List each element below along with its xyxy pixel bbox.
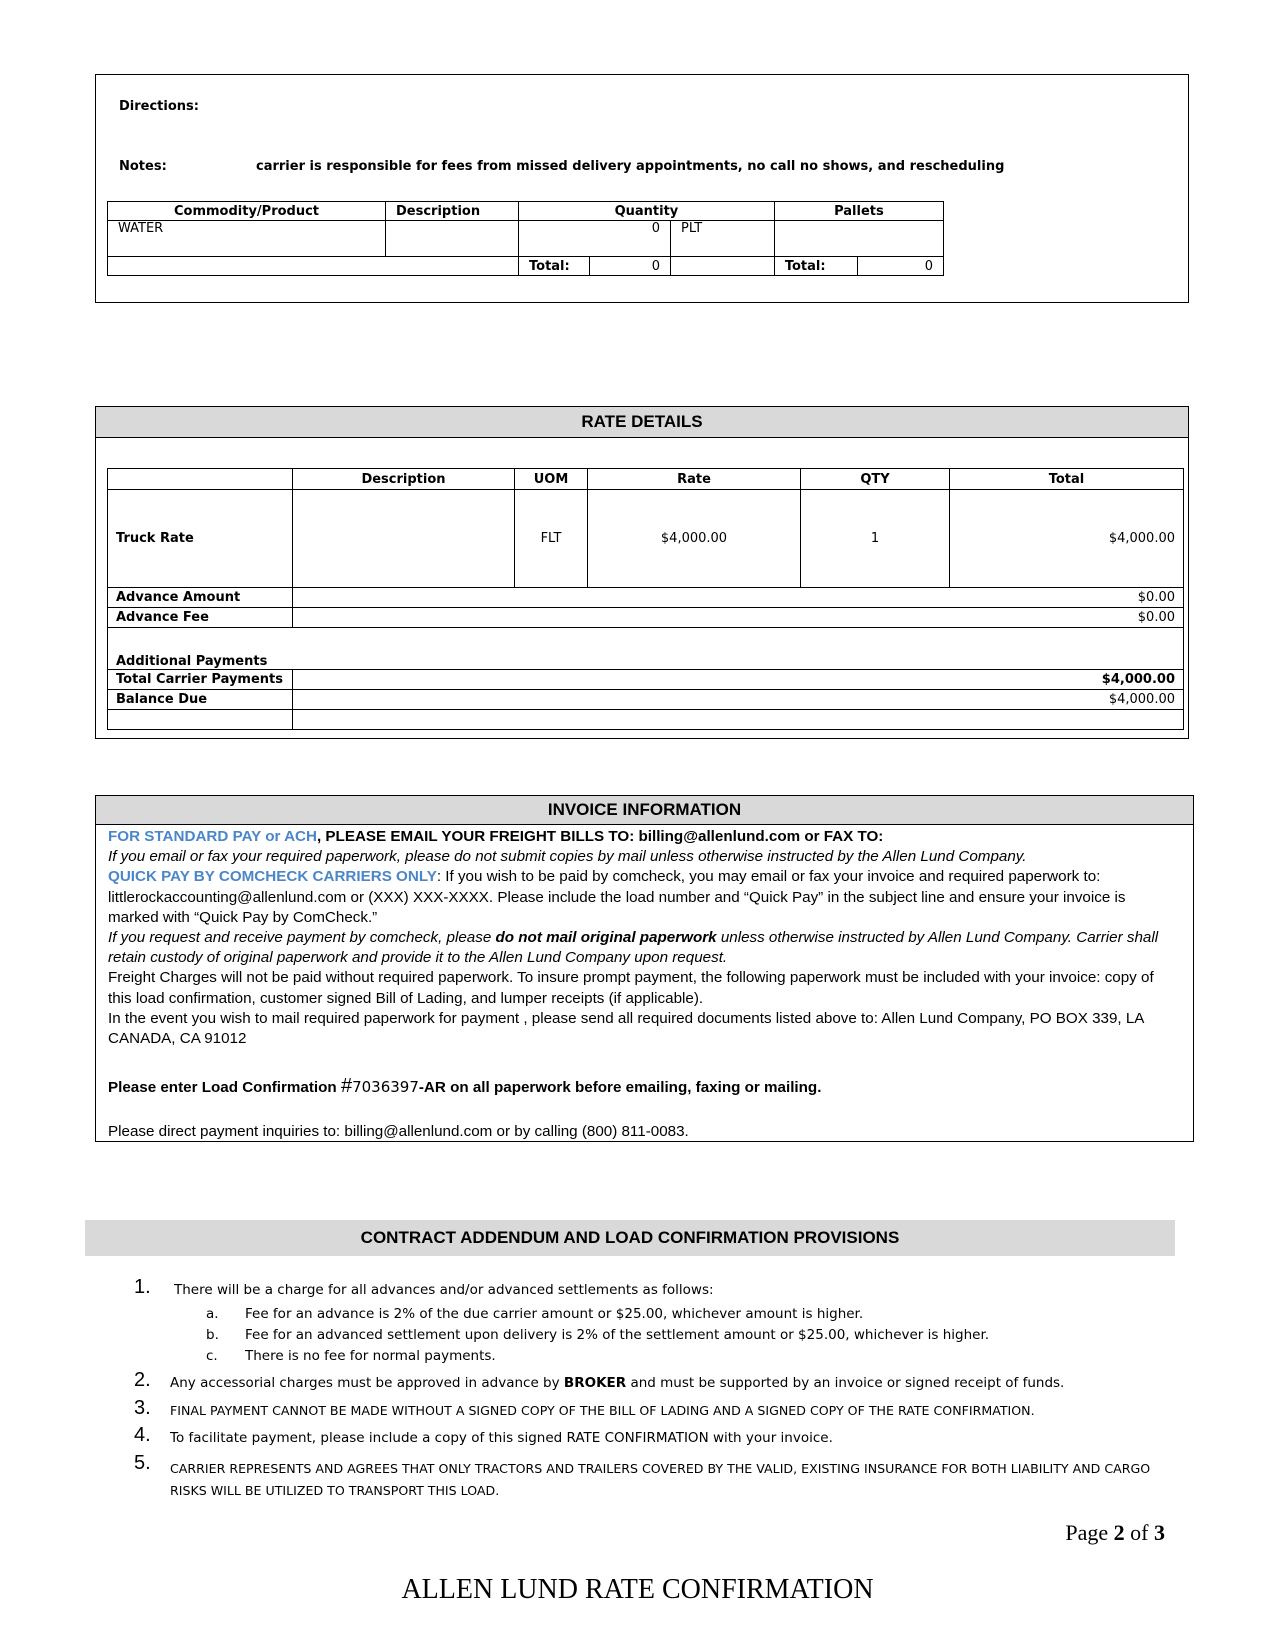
page-of: of bbox=[1124, 1520, 1154, 1545]
quick-pay-paragraph bbox=[108, 867, 1168, 928]
pallets-cell bbox=[774, 221, 943, 257]
directions-label: Directions: bbox=[119, 99, 199, 114]
total-row bbox=[108, 257, 944, 276]
load-number: 7036397 bbox=[352, 1078, 419, 1097]
advance-fee-row bbox=[108, 608, 1184, 628]
subitem-letter: a. bbox=[206, 1306, 219, 1322]
email-fax-note: If you email or fax your required paperwork, please do not submit copies by mail unless otherwise instructed by the Allen Lund Company. bbox=[108, 848, 1027, 866]
truck-rate-total: $4,000.00 bbox=[950, 490, 1184, 588]
additional-payments-label: Additional Payments bbox=[108, 628, 1184, 670]
empty-cell bbox=[108, 257, 519, 276]
col-pallets: Pallets bbox=[774, 202, 943, 221]
payment-inquiries-line: Please direct payment inquiries to: billing@allenlund.com or by calling (800) 811-0083. bbox=[108, 1123, 689, 1141]
balance-due-row bbox=[108, 690, 1184, 710]
total-carrier-payments-label: Total Carrier Payments bbox=[108, 670, 293, 690]
empty-cell bbox=[108, 710, 293, 730]
truck-rate-row bbox=[108, 490, 1184, 588]
provision-text: To facilitate payment, please include a copy of this signed RATE CONFIRMATION with your invoice. bbox=[170, 1430, 833, 1446]
subitem-letter: b. bbox=[206, 1327, 219, 1343]
hash-symbol: # bbox=[340, 1075, 353, 1098]
total-carrier-payments-row bbox=[108, 670, 1184, 690]
quantity-total-value: 0 bbox=[590, 257, 671, 276]
comcheck-text-c: unless otherwise instructed by Allen Lund Company. Carrier shall retain custody of original paperwork and provide it to the Allen Lund Company upon request. bbox=[108, 929, 1159, 967]
notes-label: Notes: bbox=[119, 159, 167, 174]
truck-rate-uom: FLT bbox=[515, 490, 588, 588]
provision-text: FINAL PAYMENT CANNOT BE MADE WITHOUT A SIGNED COPY OF THE BILL OF LADING AND A SIGNED COPY OF THE RATE CONFIRMATION. bbox=[170, 1403, 1035, 1418]
provision-text: There will be a charge for all advances and/or advanced settlements as follows: bbox=[174, 1282, 714, 1298]
notes-text: carrier is responsible for fees from missed delivery appointments, no call no shows, and rescheduling bbox=[256, 159, 1005, 174]
standard-pay-line bbox=[108, 827, 1168, 847]
footer-title: ALLEN LUND RATE CONFIRMATION bbox=[401, 1574, 874, 1605]
commodity-header-row bbox=[108, 202, 944, 221]
balance-due-label: Balance Due bbox=[108, 690, 293, 710]
quantity-total-label: Total: bbox=[519, 257, 590, 276]
comcheck-paragraph bbox=[108, 928, 1168, 968]
provision-text: CARRIER REPRESENTS AND AGREES THAT ONLY TRACTORS AND TRAILERS COVERED BY THE VALID, EXISTING INSURANCE FOR BOTH LIABILITY AND CARGO RISKS WILL BE UTILIZED TO TRANSPORT THIS LOAD. bbox=[170, 1461, 1151, 1498]
col-rate: Rate bbox=[588, 469, 801, 490]
commodity-table bbox=[107, 201, 944, 276]
page-prefix: Page bbox=[1065, 1520, 1114, 1545]
col-commodity: Commodity/Product bbox=[108, 202, 386, 221]
truck-rate-qty: 1 bbox=[801, 490, 950, 588]
empty-cell bbox=[671, 257, 775, 276]
page-number bbox=[1065, 1520, 1165, 1546]
load-confirmation-text-b: -AR on all paperwork before emailing, faxing or mailing. bbox=[418, 1079, 822, 1097]
quick-pay-text: : If you wish to be paid by comcheck, you may email or fax your invoice and required paperwork to: littlerockaccounting@allenlund.com or (XXX) XXX-XXXX. Please include the load number and “Quick Pay” in the subject line and ensure your invoice is marked with “Quick Pay by ComCheck.” bbox=[108, 868, 1126, 926]
col-description: Description bbox=[293, 469, 515, 490]
description-cell bbox=[386, 221, 519, 257]
additional-payments-row bbox=[108, 628, 1184, 670]
invoice-body bbox=[108, 827, 1168, 1143]
provision-text-c: and must be supported by an invoice or signed receipt of funds. bbox=[626, 1375, 1065, 1391]
quantity-cell: 0 bbox=[519, 221, 671, 257]
broker-emphasis: BROKER bbox=[563, 1375, 627, 1391]
truck-rate-label: Truck Rate bbox=[108, 490, 293, 588]
rate-header-row bbox=[108, 469, 1184, 490]
provision-text-a: Any accessorial charges must be approved in advance by bbox=[170, 1375, 564, 1391]
empty-cell bbox=[108, 469, 293, 490]
rate-details-title: RATE DETAILS bbox=[96, 407, 1188, 438]
col-description: Description bbox=[386, 202, 519, 221]
standard-pay-label: FOR STANDARD PAY or ACH bbox=[108, 828, 317, 845]
total-carrier-payments-value: $4,000.00 bbox=[293, 670, 1184, 690]
balance-due-value: $4,000.00 bbox=[293, 690, 1184, 710]
load-confirmation-text-a: Please enter Load Confirmation bbox=[108, 1079, 341, 1097]
unit-cell: PLT bbox=[671, 221, 775, 257]
provision-text bbox=[170, 1375, 1064, 1391]
col-total: Total bbox=[950, 469, 1184, 490]
mail-paperwork-paragraph: In the event you wish to mail required paperwork for payment , please send all required documents listed above to: Allen Lund Company, PO BOX 339, LA CANADA, CA 91012 bbox=[108, 1009, 1144, 1048]
subitem-text: Fee for an advanced settlement upon delivery is 2% of the settlement amount or $25.00, whichever is higher. bbox=[245, 1327, 990, 1343]
freight-charges-paragraph: Freight Charges will not be paid without required paperwork. To insure prompt payment, the following paperwork must be included with your invoice: copy of this load confirmation, customer signed Bill of Lading, and lumper receipts (if applicable). bbox=[108, 969, 1154, 1007]
col-qty: QTY bbox=[801, 469, 950, 490]
invoice-information-title: INVOICE INFORMATION bbox=[96, 796, 1193, 825]
pallets-total-label: Total: bbox=[774, 257, 857, 276]
col-quantity: Quantity bbox=[519, 202, 775, 221]
invoice-information-box bbox=[95, 795, 1194, 1142]
provision-number: 5. bbox=[134, 1452, 151, 1474]
subitem-text: There is no fee for normal payments. bbox=[245, 1348, 496, 1364]
rate-table bbox=[107, 468, 1184, 730]
truck-rate-rate: $4,000.00 bbox=[588, 490, 801, 588]
advance-amount-row bbox=[108, 588, 1184, 608]
subitem-letter: c. bbox=[206, 1348, 218, 1364]
provision-number: 3. bbox=[134, 1397, 151, 1419]
subitem-text: Fee for an advance is 2% of the due carrier amount or $25.00, whichever amount is higher. bbox=[245, 1306, 864, 1322]
advance-amount-value: $0.00 bbox=[293, 588, 1184, 608]
provision-number: 1. bbox=[134, 1276, 151, 1298]
load-confirmation-line bbox=[108, 1076, 1168, 1098]
pallets-total-value: 0 bbox=[857, 257, 943, 276]
contract-addendum-title: CONTRACT ADDENDUM AND LOAD CONFIRMATION PROVISIONS bbox=[85, 1220, 1175, 1256]
page-total: 3 bbox=[1154, 1520, 1165, 1545]
empty-cell bbox=[293, 710, 1184, 730]
table-row bbox=[108, 221, 944, 257]
comcheck-emphasis: do not mail original paperwork bbox=[495, 929, 717, 947]
empty-row bbox=[108, 710, 1184, 730]
advance-amount-label: Advance Amount bbox=[108, 588, 293, 608]
comcheck-text-a: If you request and receive payment by comcheck, please bbox=[108, 929, 496, 947]
provision-number: 4. bbox=[134, 1424, 151, 1446]
advance-fee-label: Advance Fee bbox=[108, 608, 293, 628]
page-current: 2 bbox=[1113, 1520, 1125, 1545]
col-uom: UOM bbox=[515, 469, 588, 490]
commodity-cell: WATER bbox=[108, 221, 386, 257]
quick-pay-label: QUICK PAY BY COMCHECK CARRIERS ONLY bbox=[108, 868, 437, 886]
provision-number: 2. bbox=[134, 1369, 151, 1391]
advance-fee-value: $0.00 bbox=[293, 608, 1184, 628]
standard-pay-text: , PLEASE EMAIL YOUR FREIGHT BILLS TO: billing@allenlund.com or FAX TO: bbox=[316, 828, 884, 845]
truck-rate-description bbox=[293, 490, 515, 588]
